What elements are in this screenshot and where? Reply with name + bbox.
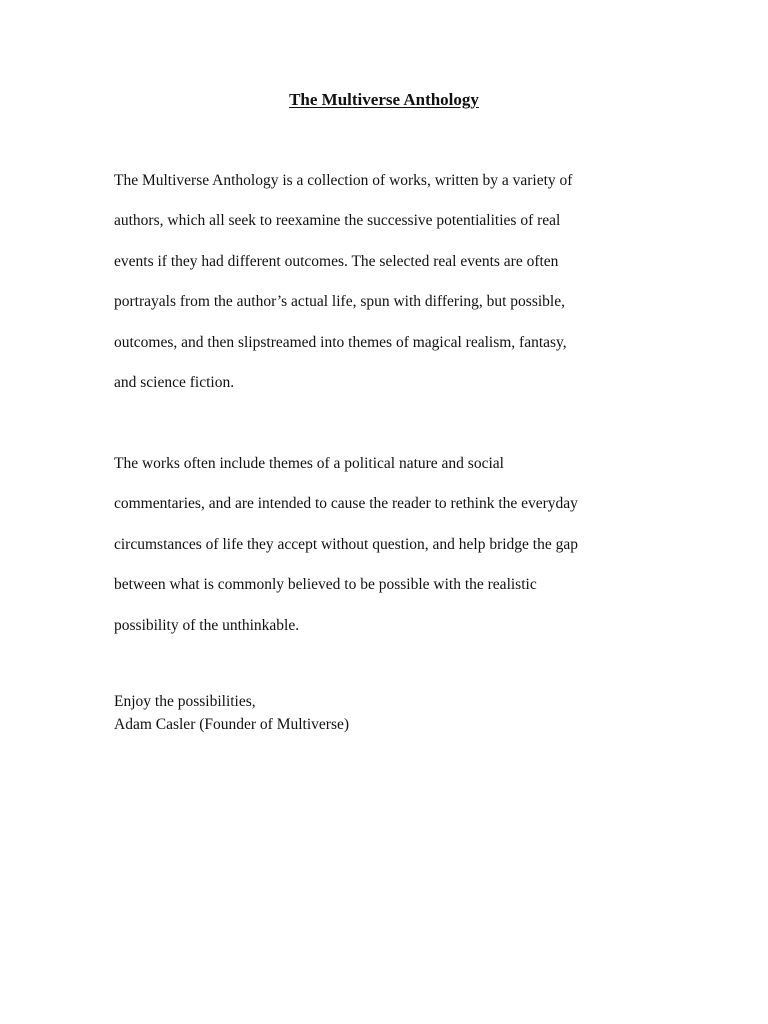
closing-block	[114, 690, 644, 736]
document-title: The Multiverse Anthology	[289, 90, 479, 109]
paragraph-line: outcomes, and then slipstreamed into themes of magical realism, fantasy,	[114, 333, 567, 351]
paragraph-line: The Multiverse Anthology is a collection of works, written by a variety of	[114, 172, 573, 189]
intro-paragraph	[114, 161, 644, 403]
paragraph-line: events if they had different outcomes. The selected real events are often	[114, 252, 559, 270]
closing-line: Enjoy the possibilities,	[114, 693, 256, 710]
paragraph-line: circumstances of life they accept without question, and help bridge the gap	[114, 535, 578, 553]
paragraph-line: between what is commonly believed to be possible with the realistic	[114, 576, 537, 594]
signature-line: Adam Casler (Founder of Multiverse)	[114, 716, 350, 733]
paragraph-line: and science fiction.	[114, 374, 235, 392]
paragraph-line: authors, which all seek to reexamine the successive potentialities of real	[114, 212, 561, 230]
paragraph-line: portrayals from the author’s actual life, spun with differing, but possible,	[114, 293, 565, 311]
paragraph-line: commentaries, and are intended to cause the reader to rethink the everyday	[114, 495, 578, 513]
paragraph-line: possibility of the unthinkable.	[114, 616, 300, 634]
paragraph-line: The works often include themes of a political nature and social	[114, 455, 504, 472]
themes-paragraph	[114, 444, 644, 646]
